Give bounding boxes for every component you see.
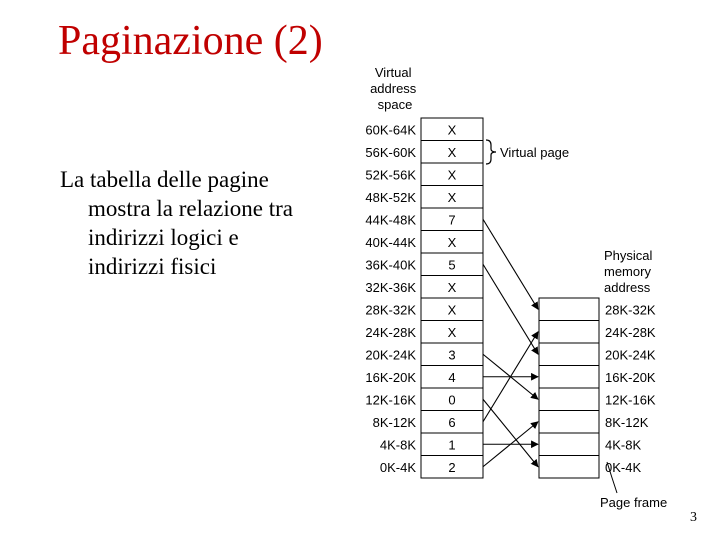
page-table-entry: X <box>447 234 457 250</box>
virtual-page-label: Virtual page <box>500 145 570 160</box>
virtual-page-range: 48K-52K <box>365 189 416 205</box>
physical-frame-range: 0K-4K <box>605 459 642 475</box>
physical-frame-cell <box>539 298 599 321</box>
physical-frame-cell <box>539 433 599 456</box>
virtual-page-brace <box>486 140 496 164</box>
virtual-page-range: 20K-24K <box>365 347 416 363</box>
page-table-entry: 7 <box>448 212 456 228</box>
page-frame-label: Page frame <box>600 495 668 510</box>
page-table-entry: X <box>447 122 457 138</box>
page-table-entry: 5 <box>448 257 456 273</box>
virtual-page-range: 52K-56K <box>365 167 416 183</box>
physical-frame-range: 8K-12K <box>605 414 649 430</box>
virtual-page-range: 40K-44K <box>365 234 416 250</box>
virtual-page-range: 16K-20K <box>365 369 416 385</box>
physical-frame-cell <box>539 343 599 366</box>
slide-title: Paginazione (2) <box>58 18 323 64</box>
virtual-page-range: 60K-64K <box>365 122 416 138</box>
slide-bullet-text: La tabella delle pagine mostra la relazione tra indirizzi logici e indirizzi fisici <box>60 167 293 279</box>
physical-frame-cell <box>539 456 599 479</box>
virtual-page-range: 28K-32K <box>365 302 416 318</box>
physical-header: Physical memory address <box>604 248 653 295</box>
page-table-entry: X <box>447 279 457 295</box>
page-table-entry: 0 <box>448 392 456 408</box>
page-table-entry: 1 <box>448 437 456 453</box>
page-table-entry: X <box>447 324 457 340</box>
mapping-arrow <box>483 264 538 354</box>
page-table-entry: 6 <box>448 414 456 430</box>
physical-frame-range: 12K-16K <box>605 392 656 408</box>
page-table-entry: X <box>447 144 457 160</box>
virtual-page-range: 36K-40K <box>365 257 416 273</box>
physical-frame-range: 16K-20K <box>605 369 656 385</box>
physical-frame-cell <box>539 411 599 434</box>
physical-frame-cell <box>539 388 599 411</box>
slide-number: 3 <box>690 510 697 525</box>
virtual-page-range: 44K-48K <box>365 212 416 228</box>
physical-frame-range: 4K-8K <box>605 437 642 453</box>
physical-frame-range: 20K-24K <box>605 347 656 363</box>
mapping-arrow <box>483 219 538 309</box>
virtual-page-range: 4K-8K <box>379 437 416 453</box>
virtual-page-range: 56K-60K <box>365 144 416 160</box>
virtual-page-range: 0K-4K <box>379 459 416 475</box>
page-table-entry: X <box>447 189 457 205</box>
virtual-page-range: 32K-36K <box>365 279 416 295</box>
physical-frame-cell <box>539 366 599 389</box>
page-table-entry: 3 <box>448 347 456 363</box>
virtual-header: Virtual address space <box>370 65 417 112</box>
mapping-arrow <box>483 399 538 467</box>
page-table-entry: X <box>447 302 457 318</box>
virtual-page-range: 24K-28K <box>365 324 416 340</box>
physical-frame-cell <box>539 321 599 344</box>
virtual-page-range: 8K-12K <box>372 414 416 430</box>
page-table-entry: 4 <box>448 369 456 385</box>
page-table-entry: 2 <box>448 459 456 475</box>
physical-frame-range: 28K-32K <box>605 302 656 318</box>
physical-frame-range: 24K-28K <box>605 324 656 340</box>
virtual-page-range: 12K-16K <box>365 392 416 408</box>
page-table-entry: X <box>447 167 457 183</box>
